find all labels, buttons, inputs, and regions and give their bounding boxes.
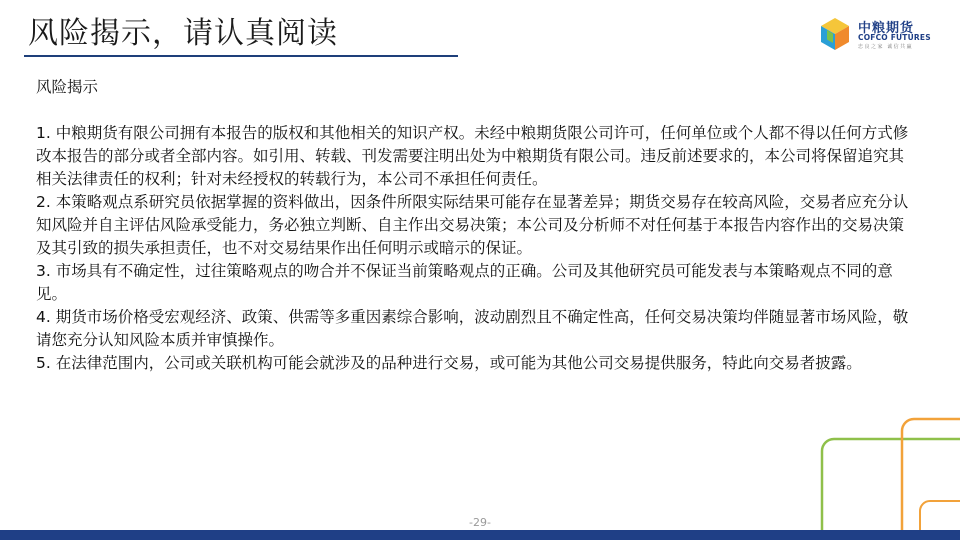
page-number: -29- xyxy=(469,516,491,529)
company-logo xyxy=(818,16,938,52)
logo-chinese-name: 中粮期货 xyxy=(858,21,915,36)
logo-english-name: COFCO FUTURES xyxy=(858,33,931,42)
disclaimer-clause-1: 1. 中粮期货有限公司拥有本报告的版权和其他相关的知识产权。未经中粮期货限公司许可，任何单位或个人都不得以任何方式修改本报告的部分或者全部内容。如引用、转载、刊发需要注明出处为中粮期货有限公司。违反前述要求的，本公司将保留追究其相关法律责任的权利；针对未经授权的转载行为，本公司不承担任何责任。 xyxy=(36,124,909,188)
cofco-cube-icon xyxy=(818,16,852,52)
page-title: 风险揭示，请认真阅读 xyxy=(28,16,338,51)
disclaimer-clause-5: 5. 在法律范围内，公司或关联机构可能会就涉及的品种进行交易，或可能为其他公司交易提供服务，特此向交易者披露。 xyxy=(36,354,862,372)
footer-bar xyxy=(0,530,960,540)
disclaimer-clause-2: 2. 本策略观点系研究员依据掌握的资料做出，因条件所限实际结果可能存在显著差异；期货交易存在较高风险，交易者应充分认知风险并自主评估风险承受能力，务必独立判断、自主作出交易决策；本公司及分析师不对任何基于本报告内容作出的交易决策及其引致的损失承担责任，也不对交易结果作出任何明示或暗示的保证。 xyxy=(36,193,909,257)
title-underline xyxy=(24,55,458,57)
logo-slogan: 忠良之家 诚信共赢 xyxy=(858,44,914,50)
decorative-frames xyxy=(800,405,960,531)
disclaimer-clause-3: 3. 市场具有不确定性，过往策略观点的吻合并不保证当前策略观点的正确。公司及其他研究员可能发表与本策略观点不同的意见。 xyxy=(36,262,893,303)
disclaimer-clause-4: 4. 期货市场价格受宏观经济、政策、供需等多重因素综合影响，波动剧烈且不确定性高，任何交易决策均伴随显著市场风险，敬请您充分认知风险本质并审慎操作。 xyxy=(36,308,909,349)
disclaimer-body xyxy=(36,76,916,375)
disclaimer-heading: 风险揭示 xyxy=(36,78,99,96)
